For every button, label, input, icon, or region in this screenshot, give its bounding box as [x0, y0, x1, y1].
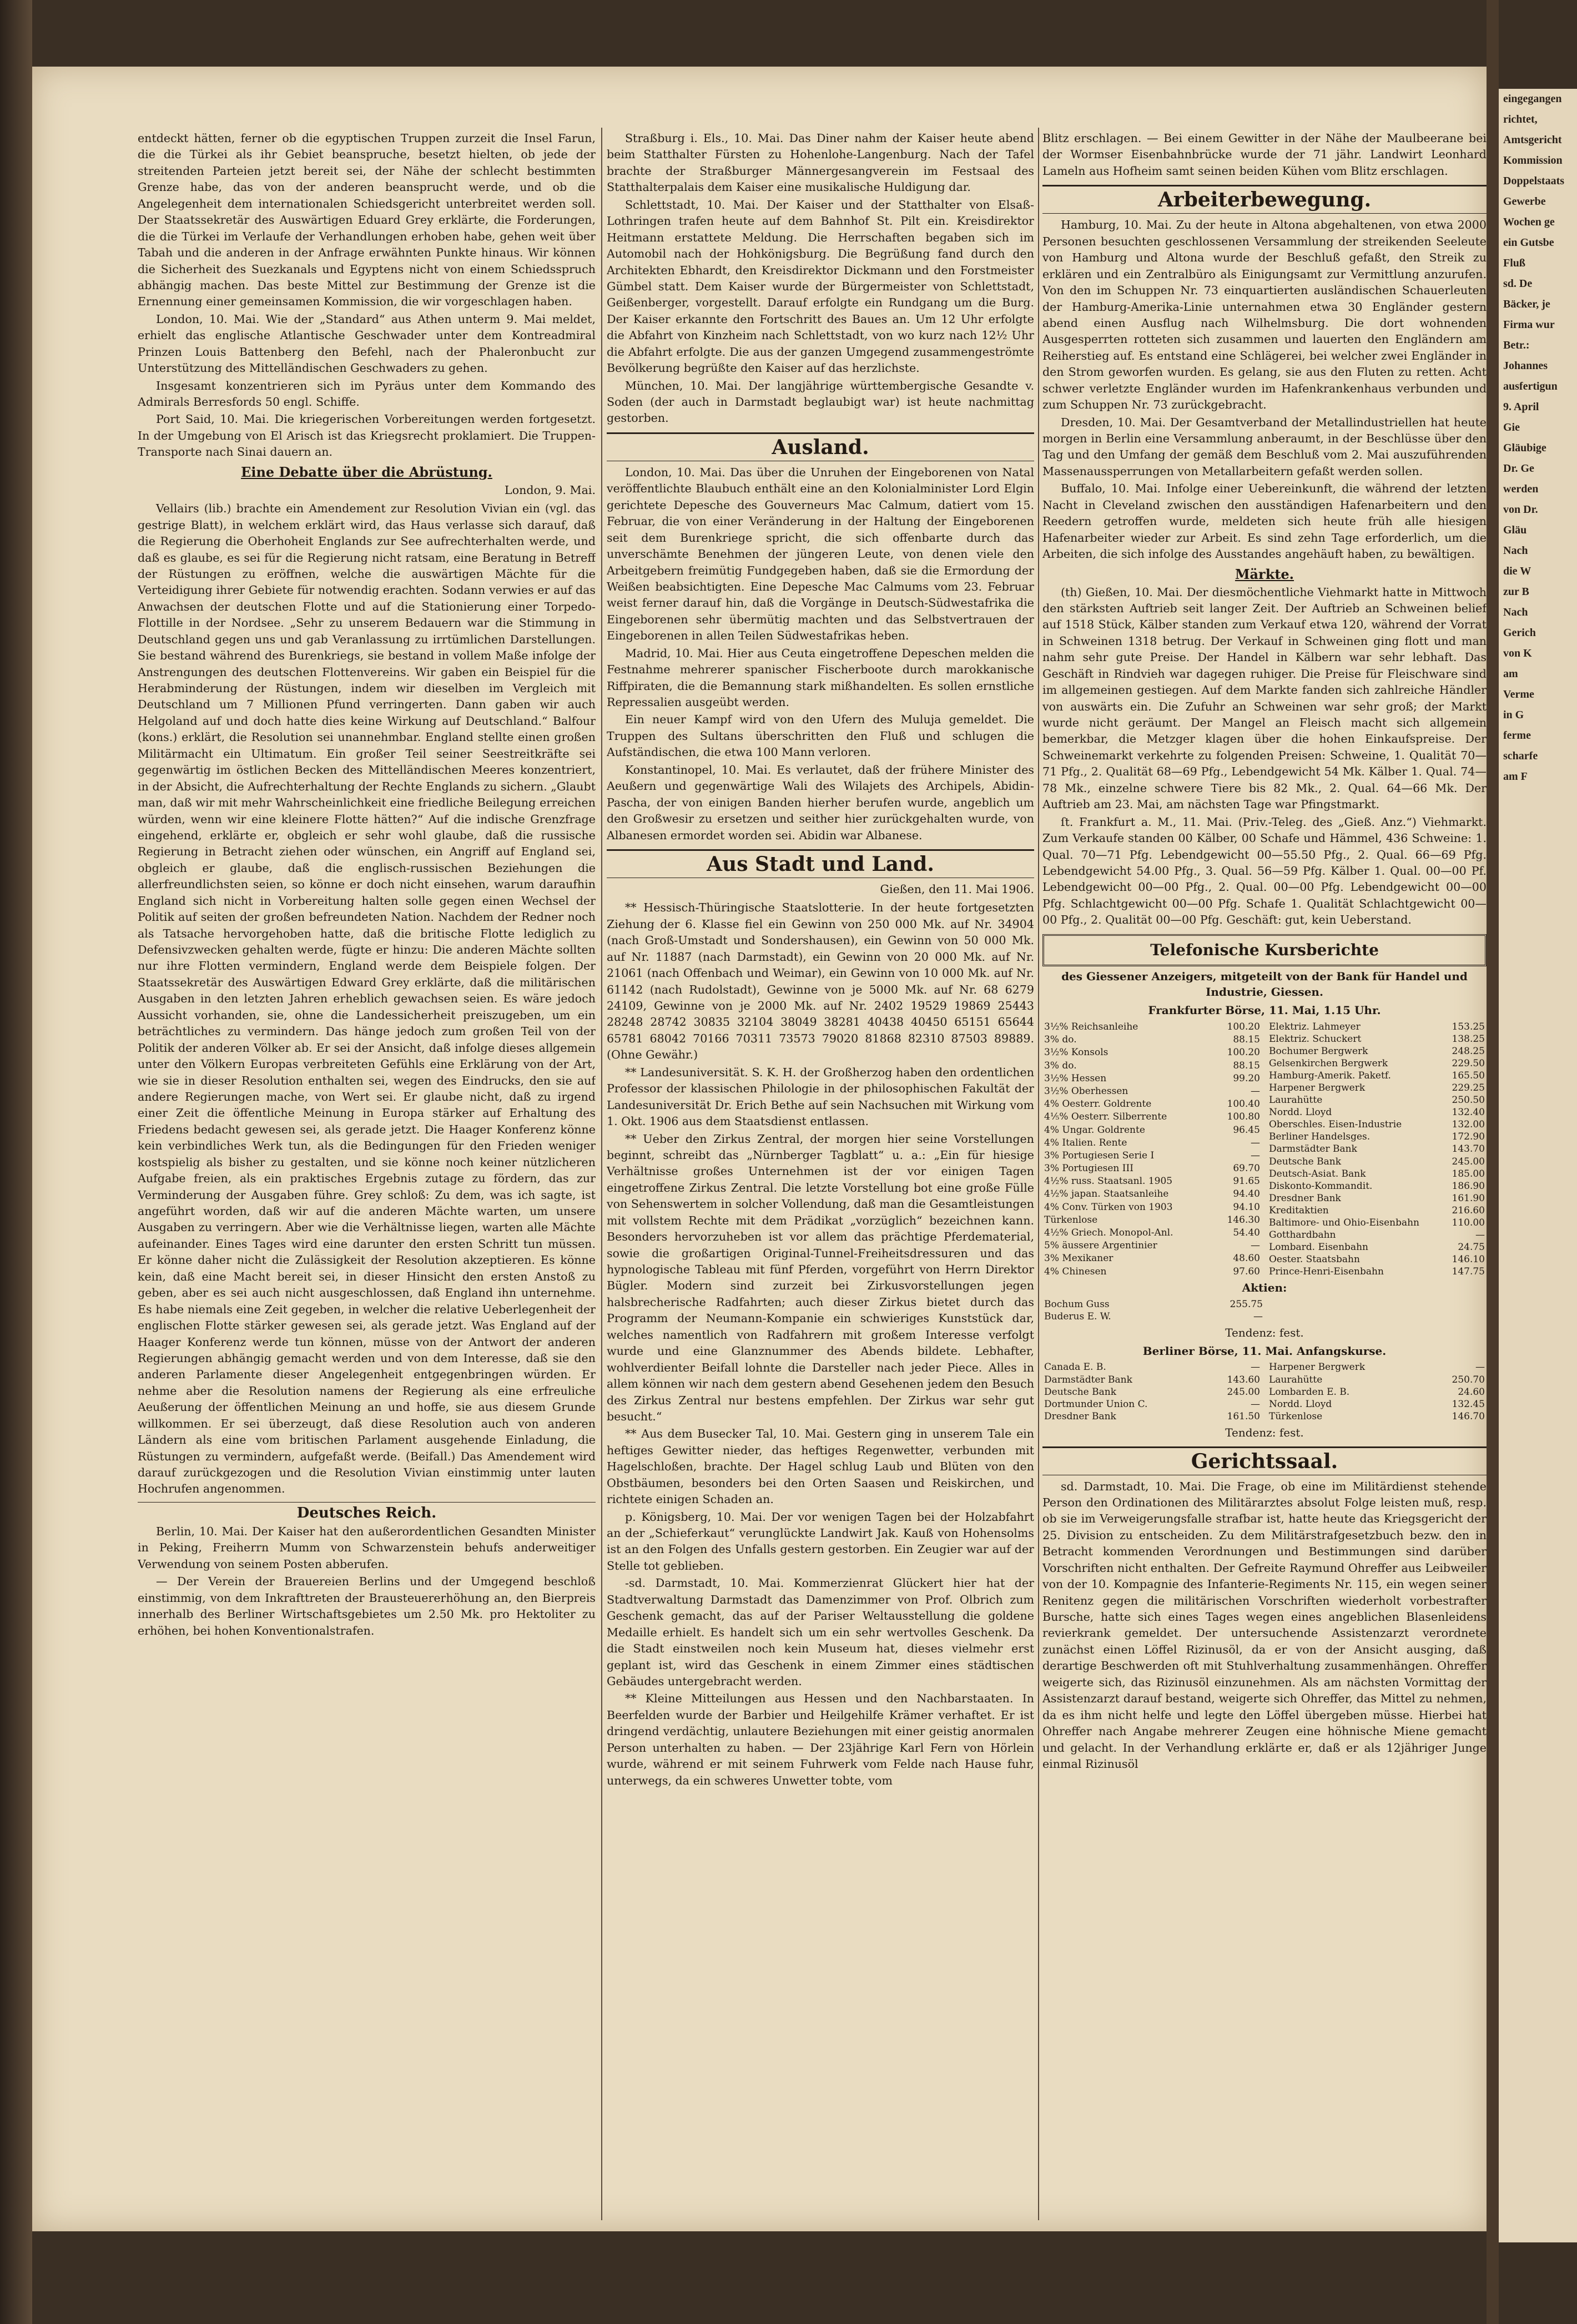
kurs-value: 146.70: [1452, 1410, 1485, 1422]
kurs-name: 5% äussere Argentinier: [1044, 1240, 1157, 1252]
next-page-fragment: Nach: [1503, 545, 1528, 557]
article-konzentriert: Insgesamt konzentrieren sich im Pyräus unter dem Kommando des Admirals Berresfords 50 engl. Schiffe.: [138, 379, 596, 409]
kurs-row: [1267, 1180, 1487, 1192]
kurs-value: 245.00: [1227, 1386, 1260, 1398]
kurs-row: [1042, 1298, 1264, 1310]
kurs-name: Dresdner Bank: [1269, 1192, 1341, 1204]
kurs-value: 146.30: [1227, 1214, 1260, 1226]
next-page-fragment: am F: [1503, 770, 1528, 783]
kurs-row: [1267, 1021, 1487, 1033]
column-rule-2: [1038, 128, 1039, 2220]
next-page-fragment: eingegangen: [1503, 93, 1562, 105]
next-page-fragment: 9. April: [1503, 401, 1539, 413]
kurs-row: [1267, 1361, 1487, 1373]
next-page-fragment: Dr. Ge: [1503, 462, 1534, 475]
kurs-name: Hamburg-Amerik. Paketf.: [1269, 1070, 1391, 1081]
kurs-row: [1267, 1118, 1487, 1131]
kurs-row: [1042, 1085, 1262, 1097]
kurs-name: 3% do.: [1044, 1060, 1077, 1071]
kurs-name: Dortmunder Union C.: [1044, 1398, 1148, 1410]
kurs-row: [1267, 1094, 1487, 1106]
tendenz-berlin: Tendenz: fest.: [1225, 1425, 1304, 1439]
kurs-name: 3½% Reichsanleihe: [1044, 1021, 1138, 1033]
kurs-row: [1267, 1253, 1487, 1266]
kurs-row: [1042, 1374, 1262, 1386]
kurs-value: 245.00: [1452, 1156, 1485, 1167]
kurs-row: [1267, 1386, 1487, 1398]
kurs-value: 132.40: [1452, 1107, 1485, 1118]
kurs-value: 54.40: [1233, 1227, 1260, 1239]
kurs-name: Elektriz. Lahmeyer: [1269, 1021, 1361, 1032]
kurs-value: 250.50: [1452, 1095, 1485, 1106]
kurs-row: [1042, 1111, 1262, 1123]
kurs-row: [1267, 1217, 1487, 1229]
kurs-value: 99.20: [1233, 1072, 1260, 1084]
kurs-row: [1042, 1310, 1264, 1323]
next-page-fragment: Firma wur: [1503, 319, 1555, 331]
next-page-fragment: Gläu: [1503, 524, 1527, 536]
article-muluja: Ein neuer Kampf wird von den Ufern des Muluja gemeldet. Die Truppen des Sultans überschritten den Fluß und schlugen die Aufständischen, die etwa 100 Mann verloren.: [607, 713, 1034, 759]
kurs-value: 100.20: [1227, 1021, 1260, 1033]
kurs-name: Harpener Bergwerk: [1269, 1362, 1366, 1373]
frankfurt-kurs-table: [1042, 1021, 1487, 1278]
next-page-fragment: Gewerbe: [1503, 195, 1546, 208]
kurs-row: [1042, 1046, 1262, 1059]
kurs-row: [1042, 1398, 1262, 1410]
kurs-name: 3% Mexikaner: [1044, 1253, 1114, 1264]
kurs-name: 3% Portugiesen Serie I: [1044, 1150, 1155, 1161]
kurs-value: —: [1253, 1311, 1263, 1323]
kurs-value: 94.10: [1233, 1201, 1260, 1213]
kurs-row: [1267, 1082, 1487, 1094]
kurs-row: [1267, 1241, 1487, 1253]
heading-maerkte: Märkte.: [1235, 566, 1294, 582]
kurs-name: Nordd. Lloyd: [1269, 1398, 1332, 1410]
next-page-fragment: von Dr.: [1503, 503, 1538, 516]
next-page-fragment: in G: [1503, 709, 1524, 721]
kurs-name: Darmstädter Bank: [1044, 1374, 1132, 1385]
article-schlettstadt: Schlettstadt, 10. Mai. Der Kaiser und der Statthalter von Elsaß-Lothringen trafen heute auf dem Bahnhof St. Pilt ein. Kreisdirektor Heitmann erstattete Meldung. Die Herrschaften begaben sich im Automobil nach der Hohkönigsburg. Die Begrüßung fand durch den Architekten Ebhardt, den Kreisdirektor Dickmann und den Forstmeister Gümbel statt. Dem Kaiser wurde der Bürgermeister von Schlettstadt, Geißenberger, vorgestellt. Darauf erfolgte ein Rundgang um die Burg. Der Kaiser erkannte den Fortschritt des Baues an. Um 12 Uhr erfolgte die Abfahrt von Kinzheim nach Schlettstadt, von wo kurz nach 12½ Uhr die Abfahrt erfolgte. Die aus der ganzen Umgegend zusammengeströmte Bevölkerung begrüßte den Kaiser auf das herzlichste.: [607, 198, 1034, 375]
kurs-row: [1042, 1098, 1262, 1111]
next-page-fragment: sd. De: [1503, 278, 1533, 290]
kurs-value: 132.00: [1452, 1119, 1485, 1131]
kurs-value: —: [1475, 1362, 1485, 1373]
next-page-fragment: Nach: [1503, 606, 1528, 618]
next-page-fragment: ausfertigun: [1503, 380, 1558, 392]
kurs-row: [1267, 1266, 1487, 1278]
kurs-row: [1042, 1213, 1262, 1226]
kurs-value: 24.75: [1458, 1242, 1485, 1253]
kurs-row: [1267, 1156, 1487, 1168]
article-dresden: Dresden, 10. Mai. Der Gesamtverband der Metallindustriellen hat heute morgen in Berlin eine Versammlung anberaumt, in der Beschlüsse über den Tag und den Umfang der gemäß dem Beschluß vom 2. Mai auszuführenden Massenaussperrungen von Metallarbeitern gefaßt werden sollen.: [1042, 415, 1487, 478]
kurs-row: [1267, 1168, 1487, 1180]
kurs-row: [1042, 1188, 1262, 1201]
article-hamburg: Hamburg, 10. Mai. Zu der heute in Altona abgehaltenen, von etwa 2000 Personen besuchten geschlossenen Versammlung der streikenden Seeleute von Hamburg und Altona wurde der Beschluß gefaßt, den Streik zu erklären und ein Zentralbüro als Einigungsamt zur Vermittlung anzurufen. Von den im Schuppen Nr. 73 einquartierten ausländischen Schauerleuten der Hamburg-Amerika-Linie unternahmen etwa 30 Engländer gestern abend einen Ausflug nach Wilhelmsburg. Die dort wohnenden Ausgesperrten rotteten sich zusammen und lauerten den Engländern am Reiherstieg auf. Es entstand eine Schlägerei, bei welcher zwei Engländer in den Strom geworfen wurden. Es gelang, sie aus den Fluten zu retten. Acht schwer verletzte Engländer wurden im Hafenkrankenhaus verbunden und zum Schuppen Nr. 73 zurückgebracht.: [1042, 218, 1487, 412]
aktien-heading: Aktien:: [1242, 1281, 1287, 1295]
heading-kursberichte: Telefonische Kursberichte: [1042, 934, 1487, 966]
kurs-value: 186.90: [1452, 1180, 1485, 1192]
kurs-row: [1042, 1021, 1262, 1034]
kurs-row: [1267, 1057, 1487, 1070]
next-page-edge: [1499, 89, 1577, 2242]
kurs-name: 4% Italien. Rente: [1044, 1137, 1127, 1148]
column-1: [138, 130, 596, 2217]
article-kleine-mitteilungen: ** Kleine Mitteilungen aus Hessen und den Nachbarstaaten. In Beerfelden wurde der Barbier und Heilgehilfe Krämer verhaftet. Er ist dringend verdächtig, unlautere Beziehungen mit einer geistig anormalen Person unterhalten zu haben. — Der 23jährige Karl Fern von Hörlein wurde, während er mit seinem Fuhrwerk vom Felde nach Hause fuhr, unterwegs, da ein schweres Unwetter tobte, vom: [607, 1692, 1034, 1787]
kurs-value: 161.50: [1227, 1410, 1260, 1422]
kurs-value: 24.60: [1458, 1386, 1485, 1398]
next-page-fragment: am: [1503, 668, 1518, 680]
kurs-value: 88.15: [1233, 1060, 1260, 1071]
kurs-name: Elektriz. Schuckert: [1269, 1033, 1362, 1045]
column-3: [1042, 130, 1487, 2217]
next-page-fragment: Amtsgericht: [1503, 134, 1562, 146]
kurs-row: [1042, 1175, 1262, 1188]
kurs-row: [1267, 1204, 1487, 1217]
kurs-name: Berliner Handelsges.: [1269, 1131, 1371, 1143]
column-2: [607, 130, 1034, 2217]
kurs-row: [1267, 1192, 1487, 1204]
kurs-value: 216.60: [1452, 1204, 1485, 1216]
kurs-value: —: [1251, 1398, 1260, 1410]
kurs-name: Bochum Guss: [1044, 1299, 1110, 1310]
next-page-fragment: Johannes: [1503, 360, 1548, 372]
article-buffalo: Buffalo, 10. Mai. Infolge einer Uebereinkunft, die während der letzten Nacht in Cleveland zwischen den ausständigen Hafenarbeitern und den Reedern getroffen wurde, meldeten sich heute früh alle hiesigen Hafenarbeiter wieder zur Arbeit. Es sind zehn Tage erforderlich, um die Arbeiten, die sich infolge des Ausstandes angehäuft haben, zu bewältigen.: [1042, 482, 1487, 561]
kurs-value: 161.90: [1452, 1192, 1485, 1204]
kurs-name: 4% Oesterr. Goldrente: [1044, 1098, 1152, 1110]
kurs-row: [1267, 1410, 1487, 1423]
kurs-name: Türkenlose: [1269, 1410, 1323, 1422]
kurs-value: —: [1251, 1137, 1260, 1148]
next-page-fragment: Wochen ge: [1503, 216, 1555, 228]
kurs-name: Türkenlose: [1044, 1214, 1098, 1226]
article-london-geschwader: London, 10. Mai. Wie der „Standard“ aus Athen unterm 9. Mai meldet, erhielt das englische Atlantische Geschwader unter dem Kontreadmiral Prinzen Louis Battenberg den Befehl, nach der Phaleronbucht zur Unterstützung des Mittelländischen Geschwaders zu gehen.: [138, 312, 596, 375]
kurs-row: [1267, 1070, 1487, 1082]
heading-ausland: Ausland.: [607, 432, 1034, 461]
kurs-row: [1042, 1149, 1262, 1162]
kurs-row: [1042, 1239, 1262, 1252]
kurs-name: Oester. Staatsbahn: [1269, 1254, 1360, 1266]
article-lotterie: ** Hessisch-Thüringische Staatslotterie. In der heute fortgesetzten Ziehung der 6. Klasse fiel ein Gewinn von 250 000 Mk. auf Nr. 34904 (nach Groß-Umstadt und Sondershausen), ein Gewinn von 50 000 Mk. auf Nr. 11887 (nach Darmstadt), ein Gewinn von 20 000 Mk. auf Nr. 21061 (nach Offenbach und Weimar), ein Gewinn von 10 000 Mk. auf Nr. 61142 (nach Rudolstadt), Gewinne von je 5000 Mk. auf Nr. 68 6279 24109, Gewinne von je 2000 Mk. auf Nr. 2402 19529 19869 25443 28248 28742 30835 32104 38049 38281 40438 40450 65151 65644 65781 68042 70166 70311 73573 79020 81868 82310 87503 89889. (Ohne Gewähr.): [607, 901, 1034, 1062]
berlin-kurs-table: [1042, 1361, 1487, 1422]
heading-deutsches-reich: Deutsches Reich.: [138, 1502, 596, 1521]
kurs-value: 165.50: [1452, 1070, 1485, 1081]
dateline-london: London, 9. Mai.: [505, 483, 596, 497]
kurs-row: [1042, 1410, 1262, 1423]
kurs-row: [1042, 1227, 1262, 1239]
kurs-name: 3% do.: [1044, 1034, 1077, 1046]
kurs-value: 100.20: [1227, 1047, 1260, 1058]
kurs-name: Dresdner Bank: [1044, 1410, 1116, 1422]
kurs-value: 100.80: [1227, 1111, 1260, 1123]
kurs-value: 153.25: [1452, 1021, 1485, 1032]
heading-arbeiterbewegung: Arbeiterbewegung.: [1042, 185, 1487, 214]
kursberichte-subtitle: des Giessener Anzeigers, mitgeteilt von der Bank für Handel und Industrie, Giessen.: [1061, 969, 1468, 999]
kurs-name: Laurahütte: [1269, 1374, 1323, 1385]
kurs-name: Lombarden E. B.: [1269, 1386, 1350, 1398]
next-page-fragment: richtet,: [1503, 113, 1538, 125]
kurs-name: Baltimore- und Ohio-Eisenbahn: [1269, 1217, 1420, 1228]
kurs-value: 229.25: [1452, 1082, 1485, 1093]
kurs-name: Diskonto-Kommandit.: [1269, 1180, 1373, 1192]
kurs-row: [1267, 1106, 1487, 1118]
page-gutter: [1487, 0, 1499, 2324]
kurs-name: 4½% Griech. Monopol-Anl.: [1044, 1227, 1173, 1239]
kurs-name: 4½% russ. Staatsanl. 1905: [1044, 1176, 1173, 1187]
article-zirkus: ** Ueber den Zirkus Zentral, der morgen hier seine Vorstellungen beginnt, schreibt das „Nürnberger Tagblatt“ u. a.: „Ein für hiesige Verhältnisse großes Unternehmen ist der vor einigen Tagen eingetroffene Zirkus Zentral. Die letzte Vorstellung bot eine große Fülle von Sehenswertem in solcher Vollendung, daß man die Gesamtleistungen mit vollstem Rechte mit dem Prädikat „vorzüglich“ bezeichnen kann. Besonders hervorzuheben ist vor allem das prächtige Pferdematerial, sowie die großartigen Original-Tunnel-Freiheitsdressuren und das hypnologische Tableau mit fünf Pferden, vorgeführt von Herrn Direktor Bügler. Modern sind zurzeit bei Zirkusvorstellungen jegen halsbrecherische Radfahrten; auch dieser Zirkus bietet durch das Programm der Neumann-Kompanie ein schwieriges Kunststück dar, welches namentlich von Radfahrern mit großem Interesse verfolgt wurde und eine Glanznummer des Abends bildete. Lebhafter, wohlverdienter Beifall lohnte die Darsteller nach jeder Piece. Alles in allem können wir nach dem gestern abend Gesehenen jedem den Besuch des Zirkus Zentral nur bestens empfehlen. Der Zirkus war sehr gut besucht.“: [607, 1132, 1034, 1423]
frankfurt-kurs-right: [1267, 1021, 1487, 1278]
kurs-name: Gelsenkirchen Bergwerk: [1269, 1057, 1388, 1069]
kurs-name: Kreditaktien: [1269, 1204, 1329, 1216]
kurs-name: Prince-Henri-Eisenbahn: [1269, 1266, 1384, 1278]
kurs-name: 3% Portugiesen III: [1044, 1163, 1133, 1174]
next-page-fragment: werden: [1503, 483, 1539, 495]
kurs-value: 94.40: [1233, 1188, 1260, 1200]
kurs-name: 4½% japan. Staatsanleihe: [1044, 1188, 1169, 1200]
heading-gerichtssaal: Gerichtssaal.: [1042, 1446, 1487, 1475]
berlin-kurs-left: [1042, 1361, 1262, 1422]
berlin-boerse-heading: Berliner Börse, 11. Mai. Anfangskurse.: [1142, 1344, 1387, 1358]
kurs-row: [1042, 1265, 1262, 1278]
kurs-value: —: [1251, 1362, 1260, 1373]
kurs-value: 96.45: [1233, 1124, 1260, 1136]
next-page-fragment: ein Gutsbe: [1503, 236, 1554, 249]
kurs-row: [1267, 1229, 1487, 1241]
kurs-name: Canada E. B.: [1044, 1362, 1106, 1373]
kurs-value: 100.40: [1227, 1098, 1260, 1110]
article-strassburg: Straßburg i. Els., 10. Mai. Das Diner nahm der Kaiser heute abend beim Statthalter Fürsten zu Hohenlohe-Langenburg. Nach der Tafel brachte der Straßburger Männergesangverein im Festsaal des Statthalterpalais dem Kaiser eine musikalische Huldigung dar.: [607, 132, 1034, 194]
next-page-fragment: zur B: [1503, 586, 1529, 598]
kurs-row: [1042, 1361, 1262, 1373]
next-page-fragment: Gläubige: [1503, 442, 1546, 454]
kurs-name: 3½% Oberhessen: [1044, 1085, 1128, 1097]
kurs-row: [1267, 1398, 1487, 1410]
kurs-value: —: [1251, 1150, 1260, 1161]
kurs-name: Nordd. Lloyd: [1269, 1107, 1332, 1118]
kurs-name: Bochumer Bergwerk: [1269, 1045, 1368, 1057]
kurs-value: 255.75: [1230, 1299, 1263, 1310]
article-brauereien: — Der Verein der Brauereien Berlins und der Umgegend beschloß einstimmig, von dem Inkrafttreten der Brausteuererhöhung an, den Bierpreis innerhalb des Berliner Wirtschaftsgebietes um 2.50 Mk. pro Hektoliter zu erhöhen, bei hohen Konventionalstrafen.: [138, 1575, 596, 1637]
kurs-name: 4% Conv. Türken von 1903: [1044, 1201, 1173, 1213]
article-blitz: Blitz erschlagen. — Bei einem Gewitter in der Nähe der Maulbeerane bei der Wormser Eisenbahnbrücke wurde der 71 jähr. Landwirt Leonhard Lameln aus Hofheim samt seinen beiden Kühen vom Blitz erschlagen.: [1042, 132, 1487, 178]
kurs-row: [1042, 1201, 1262, 1213]
kurs-name: Deutsche Bank: [1269, 1156, 1342, 1167]
next-page-fragment: Bäcker, je: [1503, 298, 1550, 310]
kurs-value: —: [1251, 1240, 1260, 1252]
kurs-name: 4% Chinesen: [1044, 1266, 1107, 1277]
kurs-value: 132.45: [1452, 1398, 1485, 1410]
kurs-value: 229.50: [1452, 1057, 1485, 1069]
kurs-value: 88.15: [1233, 1034, 1260, 1046]
next-page-fragment: scharfe: [1503, 750, 1538, 762]
kurs-value: —: [1475, 1229, 1485, 1241]
article-koenigsberg: p. Königsberg, 10. Mai. Der vor wenigen Tagen bei der Holzabfahrt an der „Schieferkaut“ verunglückte Landwirt Jak. Kauß von Hohensolms ist an den Folgen des Unfalls gestern gestorben. Ein Zeugier war auf der Stelle tot geblieben.: [607, 1510, 1034, 1572]
book-spine: [0, 0, 32, 2324]
kurs-row: [1267, 1143, 1487, 1155]
next-page-fragment: Verme: [1503, 688, 1534, 700]
kurs-row: [1042, 1072, 1262, 1085]
newspaper-page: [32, 67, 1487, 2231]
kurs-name: Buderus E. W.: [1044, 1311, 1111, 1323]
kurs-value: 147.75: [1452, 1266, 1485, 1278]
dateline-giessen: Gießen, den 11. Mai 1906.: [880, 882, 1034, 896]
kurs-row: [1267, 1374, 1487, 1386]
kurs-value: 110.00: [1452, 1217, 1485, 1228]
kurs-value: 146.10: [1452, 1254, 1485, 1266]
kurs-value: 172.90: [1452, 1131, 1485, 1143]
article-abruestung: Vellairs (lib.) brachte ein Amendement zur Resolution Vivian ein (vgl. das gestrige Blatt), in welchem erklärt wird, das Haus verlasse sich darauf, daß die Regierung die Oberhoheit Englands zur See aufrechterhalten werde, und daß es glaube, es sei für die Regierung nicht ratsam, eine Beratung in Betreff der Rüstungen zu eröffnen, welche die auswärtigen Mächte für die Verteidigung ihrer Gebiete für notwendig erachten. Sodann verwies er auf das Anwachsen der deutschen Flotte und auf die Stationierung einer Torpedo-Flottille in der Nordsee. „Sehr zu unserem Bedauern war die Stimmung in Deutschland gegen uns und gab Veranlassung zu irrtümlichen Darstellungen. Sie bestand während des Burenkriegs, sie bestand in vollem Maße infolge der Anstrengungen des deutschen Flottenvereins. Wir gaben ein Beispiel für die Herabminderung der Rüstungen, indem wir dieselben im Vergleich mit Deutschland um 7 Millionen Pfund verringerten. Dann gaben wir auch Helgoland auf und doch hatte dies keine Wirkung auf Deutschland.“ Balfour (kons.) erklärt, die Resolution sei unannehmbar. England stellte einen großen Militärmacht ein Ultimatum. Ein großer Teil seiner Seestreitkräfte sei gegenwärtig im östlichen Becken des Mittelländischen Meeres konzentriert, in der Absicht, die Aufrechterhaltung der Rechte Englands zu sichern. „Glaubt man, daß wir mit mehr Wahrscheinlichkeit eine friedliche Beilegung erreichen würden, wenn wir eine kleinere Flotte hätten?“ Auf die indische Grenzfrage eingehend, erklärte er, obgleich er sehr wohl glaube, daß die russische Regierung in Betracht ziehen oder wünschen, ein Angriff auf England sei, obgleich er glaube, daß die englisch-russischen Beziehungen die allerfreundlichsten seien, so könne er doch nicht einsehen, warum daraufhin England sich nicht in Vorbereitung halten solle gegen einen Wechsel der Politik auf seiten der großen befreundeten Nation. Nachdem der Redner noch als Tatsache hervorgehoben hatte, daß die britische Flotte lediglich zu Defensivzwecken gehalten werde, fügte er hinzu: Die anderen Mächte sollten nur ihre Flotten vermindern, England werde dem Beispiele folgen. Der Staatssekretär des Auswärtigen Edward Grey erklärte, daß die militärischen Ausgaben in den letzten Jahren erheblich gewachsen seien. Es wäre jedoch Aussicht vorhanden, sie, ohne die Landessicherheit preiszugeben, um ein beträchtliches zu vermindern. Das hänge jedoch zum großen Teil von der Politik der anderen Völker ab. Er sei der Ansicht, daß infolge dieses allgemein unter den Völkern Europas verbreiteten Gefühls eine Erklärung von der Art, wie sie in dieser Resolution enthalten sei, wegen des Eindrucks, den sie auf andere Regierungen mache, von Wert sei. Er glaube nicht, daß zu irgend einer Zeit die öffentliche Meinung in Europa stärker auf Erhaltung des Friedens bedacht gewesen sei, als gerade jetzt. Die Haager Konferenz könne kein verbindliches Werk tun, als die Bedingungen für den Frieden weniger kostspielig als bisher zu gestalten, und sie könne noch keiner nützlicheren Aufgabe freien, als ein praktisches Ergebnis zutage zu fördern, das zur Verminderung der Ausgaben führe. Grey schloß: Zu dem, was ich sagte, ist angeführt worden, daß wir auf die anderen Mächte warten, um unsere Ausgaben zu verringern. Aber wie die Verhältnisse liegen, warten alle Mächte aufeinander. Eines Tages wird eine darunter den ersten Schritt tun müssen. Er könne daher nicht die Zulässigkeit der Resolution akzeptieren. Es könne kein, daß eine Macht bereit sei, in dieser Hinsicht den ersten Anstoß zu geben, aber es sei auch nicht ausgeschlossen, daß England ihn unternehme. Es habe niemals eine Zeit gegeben, in welcher die relative Ueberlegenheit der englischen Flotte stärker gewesen sei, als gerade jetzt. Was England auf der Haager Konferenz werde tun können, müsse von der Antwort der anderen Regierungen abhängig gemacht werden und von dem Interesse, daß sie den anderen Parlamente dieser Angelegenheit entgegenbringen würden. Er nehme aber die Resolution namens der Regierung als eine erfreuliche Aeußerung der öffentlichen Meinung an und hoffe, sie aus diesem Grunde willkommen. Er sei überzeugt, daß diese Resolution auch von anderen Ländern als eine vom britischen Parlament ausgehende Einladung, die Rüstungen zu vermindern, aufgefaßt werde. (Beifall.) Das Amendement wird darauf zurückgezogen und die Resolution Vivian einstimmig unter lauten Hochrufen angenommen.: [138, 502, 596, 1496]
kurs-name: Harpener Bergwerk: [1269, 1082, 1366, 1093]
kurs-name: Darmstädter Bank: [1269, 1143, 1357, 1155]
kurs-value: 69.70: [1233, 1163, 1260, 1174]
kurs-name: 3½% Konsols: [1044, 1047, 1109, 1058]
next-page-fragment: Gie: [1503, 421, 1520, 433]
kurs-name: Gotthardbahn: [1269, 1229, 1336, 1241]
article-maerkte-giessen: (th) Gießen, 10. Mai. Der diesmöchentliche Viehmarkt hatte in Mittwoch den stärksten Auftrieb seit langer Zeit. Der Auftrieb an Schweinen belief auf 1518 Stück, Kälber standen zum Verkauf etwa 120, während der Vorrat in Schweinen 1318 betrug. Der Verkauf in Schweinen ging flott und man nahm sehr gute Preise. Der Handel in Kälbern war sehr lebhaft. Das Geschäft in Rindvieh war dagegen ruhiger. Die Preise für Fleischware sind im allgemeinen gestiegen. Auf dem Markte fanden sich zahlreiche Händler von auswärts ein. Die Zufuhr an Schweinen war sehr groß; der Markt wurde nicht geräumt. Der Mangel an Fleisch macht sich allgemein bemerkbar, die Metzger klagen über die hohen Einkaufspreise. Der Schweinemarkt verkehrte zu folgenden Preisen: Schweine, 1. Qualität 70—71 Pfg., 2. Qualität 68—69 Pfg., Lebendgewicht 54 Mk. Kälber 1. Qual. 74—78 Mk., einzelne schwere Tiere bis 82 Mk., 2. Qual. 64—66 Mk. Der Auftrieb am 23. Mai, am nächsten Tage war Pfingstmarkt.: [1042, 585, 1487, 811]
kurs-name: 3½% Hessen: [1044, 1072, 1107, 1084]
kurs-value: 250.70: [1452, 1374, 1485, 1385]
kurs-name: Laurahütte: [1269, 1095, 1323, 1106]
article-london-natal: London, 10. Mai. Das über die Unruhen der Eingeborenen von Natal veröffentlichte Blaubuch enthält eine an den Kolonialminister Lord Elgin gerichtete Depesche des Gouverneurs Mac Calmum, datiert vom 15. Februar, die von einer Veränderung in der Haltung der Eingeborenen seit dem Burenkriege spricht, die sich offenbarte durch das unverschämte Benehmen der jüngeren Leute, von denen viele den Arbeitgebern freimütig Fundgegeben haben, daß sie die Ermordung der Weißen beabsichtigten. Eine Depesche Mac Calmums vom 23. Februar weist ferner darauf hin, daß die Vorgänge in Deutsch-Südwestafrika die Eingeborenen sehr übermütig machten und das Selbstvertrauen der Eingeborenen in allen Teilen Südwestafrikas heben.: [607, 465, 1034, 643]
kurs-value: 91.65: [1233, 1176, 1260, 1187]
kurs-value: 143.70: [1452, 1143, 1485, 1155]
article-universitaet: ** Landesuniversität. S. K. H. der Großherzog haben den ordentlichen Professor der klassischen Philologie in der philosophischen Fakultät der Landesuniversität Dr. Erich Bethe auf sein Nachsuchen mit Wirkung vom 1. Okt. 1906 aus dem Staatsdienst entlassen.: [607, 1065, 1034, 1128]
kurs-row: [1267, 1131, 1487, 1143]
kurs-row: [1042, 1386, 1262, 1398]
heading-abruestung: Eine Debatte über die Abrüstung.: [241, 463, 492, 480]
kurs-value: 248.25: [1452, 1045, 1485, 1057]
kurs-name: Lombard. Eisenbahn: [1269, 1242, 1368, 1253]
kurs-name: 4% Ungar. Goldrente: [1044, 1124, 1145, 1136]
article-gerichtssaal: sd. Darmstadt, 10. Mai. Die Frage, ob eine im Militärdienst stehende Person den Ordinationen des Militärarztes absolut Folge leisten muß, resp. ob sie im Verweigerungsfalle strafbar ist, hatte heute das Kriegsgericht der 25. Division zu entscheiden. Zu dem Militärstrafgesetzbuch bezw. den in Betracht kommenden Verordnungen und Bestimmungen sind darüber Vorschriften nicht enthalten. Der Gefreite Raymund Ohreffer aus Leibweiler von der 10. Kompagnie des Infanterie-Regiments Nr. 115, ein wegen seiner Renitenz gegen die militärischen Vorschriften wiederholt vorbestrafter Bursche, hatte sich eines Tages wegen eines angeblichen Blasenleidens revierkrank gemeldet. Der untersuchende Assistenzarzt verordnete zunächst einen Löffel Rizinusöl, da er von der Ansicht ausging, daß derartige Beschwerden oft mit Stuhlverhaltung zusammenhängen. Ohreffer weigerte sich, das Rizinusöl einzunehmen. Als am nächsten Vormittag der Assistenzarzt darauf bestand, weigerte sich Ohreffer, das Mittel zu nehmen, da es ihm nicht helfe und legte den Löffel übergeben müsse. Hierbei hat Ohreffer nach Angabe mehrerer Zeugen eine höhnische Miene gemacht und gelacht. In der Verhandlung erklärte er, daß er als 12jähriger Junge einmal Rizinusöl: [1042, 1479, 1487, 1771]
kurs-name: Deutsch-Asiat. Bank: [1269, 1168, 1366, 1179]
article-konstantinopel: Konstantinopel, 10. Mai. Es verlautet, daß der frühere Minister des Aeußern und gegenwärtige Wali des Wilajets des Archipels, Abidin-Pascha, der von einigen Banden hierher berufen wurde, angeblich um den Großwesir zu ersetzen und seither hier zurückgehalten wurde, von Albanesen ermordet worden sei. Abidin war Albanese.: [607, 763, 1034, 842]
kurs-name: 4⅕% Oesterr. Silberrente: [1044, 1111, 1167, 1123]
article-frankfurt-vieh: ſt. Frankfurt a. M., 11. Mai. (Priv.-Teleg. des „Gieß. Anz.“) Viehmarkt. Zum Verkaufe standen 00 Kälber, 00 Schafe und Hämmel, 436 Schweine: 1. Qual. 70—71 Pfg. Lebendgewicht 00—55.50 Pfg., 2. Qual. 66—69 Pfg. Lebendgewicht 54.00 Pfg., 3. Qual. 56—59 Pfg. Kälber 1. Qual. 00—00 Pf. Lebendgewicht 00—00 Pfg., 2. Qual. 00—00 Pfg. Lebendgewicht 00—00 Pfg. Schlachtgewicht 00—00 Pfg. Schafe 1. Qualität Schlachtgewicht 00—00 Pfg., 2. Qualität 00—00 Pfg. Geschäft: gut, kein Ueberstand.: [1042, 815, 1487, 927]
kurs-name: Deutsche Bank: [1044, 1386, 1117, 1398]
article-egypt-intro: entdeckt hätten, ferner ob die egyptischen Truppen zurzeit die Insel Farun, die die Türkei als ihr Gebiet beanspruche, besetzt hielten, ob jede der streitenden Parteien jetzt bereit sei, der Nähe der schlecht bestimmten Grenze habe, das von der anderen beansprucht werde, und ob die Angelegenheit dem internationalen Schiedsgericht unterbreitet werden soll. Der Staatssekretär des Auswärtigen Eduard Grey erklärte, die Forderungen, die die Türkei im Verlaufe der Verhandlungen erhoben habe, gehen weit über Tabah und die anderen in der Anfrage erwähnten Punkte hinaus. Wir können die Sicherheit des Suezkanals und Egyptens nicht von einem Schiedsspruch abhängig machen. Das beste Mittel zur Bestimmung der Grenze ist die Ernennung einer gemeinsamen Kommission, die wir vorgeschlagen haben.: [138, 132, 596, 309]
article-berlin-mumm: Berlin, 10. Mai. Der Kaiser hat den außerordentlichen Gesandten Minister in Peking, Freiherrn Mumm von Schwarzenstein behufs anderweitiger Verwendung von seinem Posten abberufen.: [138, 1524, 596, 1571]
article-busecker-tal: ** Aus dem Busecker Tal, 10. Mai. Gestern ging in unserem Tale ein heftiges Gewitter nieder, das heftiges Regenwetter, verbunden mit Hagelschloßen, brachte. Der Hagel schlug Laub und Blüten von den Obstbäumen, besonders bei den Orten Saasen und Reiskirchen, und richtete einigen Schaden an.: [607, 1427, 1034, 1506]
kurs-row: [1042, 1059, 1262, 1072]
column-rule-1: [601, 128, 602, 2220]
kurs-row: [1267, 1045, 1487, 1057]
next-page-fragment: Kommission: [1503, 154, 1563, 167]
kurs-value: 143.60: [1227, 1374, 1260, 1385]
next-page-fragment: von K: [1503, 647, 1532, 659]
article-madrid: Madrid, 10. Mai. Hier aus Ceuta eingetroffene Depeschen melden die Festnahme mehrerer spanischer Fischerboote durch marokkanische Riffpiraten, die die Bemannung stark mißhandelten. Es sollen ernstliche Repressalien ausgeübt werden.: [607, 646, 1034, 709]
kurs-value: 48.60: [1233, 1253, 1260, 1264]
next-page-fragment: Doppelstaats: [1503, 175, 1565, 187]
frankfurt-boerse-heading: Frankfurter Börse, 11. Mai, 1.15 Uhr.: [1148, 1003, 1381, 1017]
next-page-fragment: Betr.:: [1503, 339, 1530, 351]
kurs-row: [1267, 1033, 1487, 1045]
article-port-said: Port Said, 10. Mai. Die kriegerischen Vorbereitungen werden fortgesetzt. In der Umgebung von El Arisch ist das Kriegsrecht proklamiert. Die Truppen-Transporte nach Sinai dauern an.: [138, 412, 596, 459]
kurs-value: —: [1251, 1085, 1260, 1097]
tendenz-frankfurt: Tendenz: fest.: [1225, 1326, 1304, 1340]
kurs-name: Oberschles. Eisen-Industrie: [1269, 1119, 1402, 1131]
kurs-row: [1042, 1252, 1262, 1265]
next-page-fragment: Fluß: [1503, 257, 1526, 269]
kurs-row: [1042, 1034, 1262, 1046]
article-darmstadt-olbrich: -sd. Darmstadt, 10. Mai. Kommerzienrat Glückert hier hat der Stadtverwaltung Darmstadt das Damenzimmer von Prof. Olbrich zum Geschenk gemacht, das auf der Pariser Weltausstellung die goldene Medaille erhielt. Es handelt sich um ein sehr wertvolles Geschenk. Da die Stadt einstweilen noch kein Museum hat, dieses vielmehr erst geplant ist, wird das Geschenk in einem Zimmer eines städtischen Gebäudes untergebracht werden.: [607, 1576, 1034, 1688]
next-page-fragment: die W: [1503, 565, 1531, 577]
aktien-table: [1042, 1298, 1264, 1323]
berlin-kurs-right: [1267, 1361, 1487, 1422]
kurs-row: [1042, 1162, 1262, 1175]
next-page-fragment: ferme: [1503, 729, 1531, 742]
heading-stadt-und-land: Aus Stadt und Land.: [607, 849, 1034, 878]
article-muenchen: München, 10. Mai. Der langjährige württembergische Gesandte v. Soden (der auch in Darmstadt beglaubigt war) ist heute nachmittag gestorben.: [607, 379, 1034, 425]
next-page-fragment: Gerich: [1503, 627, 1536, 639]
kurs-value: 97.60: [1233, 1266, 1260, 1277]
kurs-value: 185.00: [1452, 1168, 1485, 1179]
kurs-row: [1042, 1123, 1262, 1136]
kurs-row: [1042, 1136, 1262, 1149]
frankfurt-kurs-left: [1042, 1021, 1262, 1278]
kurs-value: 138.25: [1452, 1033, 1485, 1045]
